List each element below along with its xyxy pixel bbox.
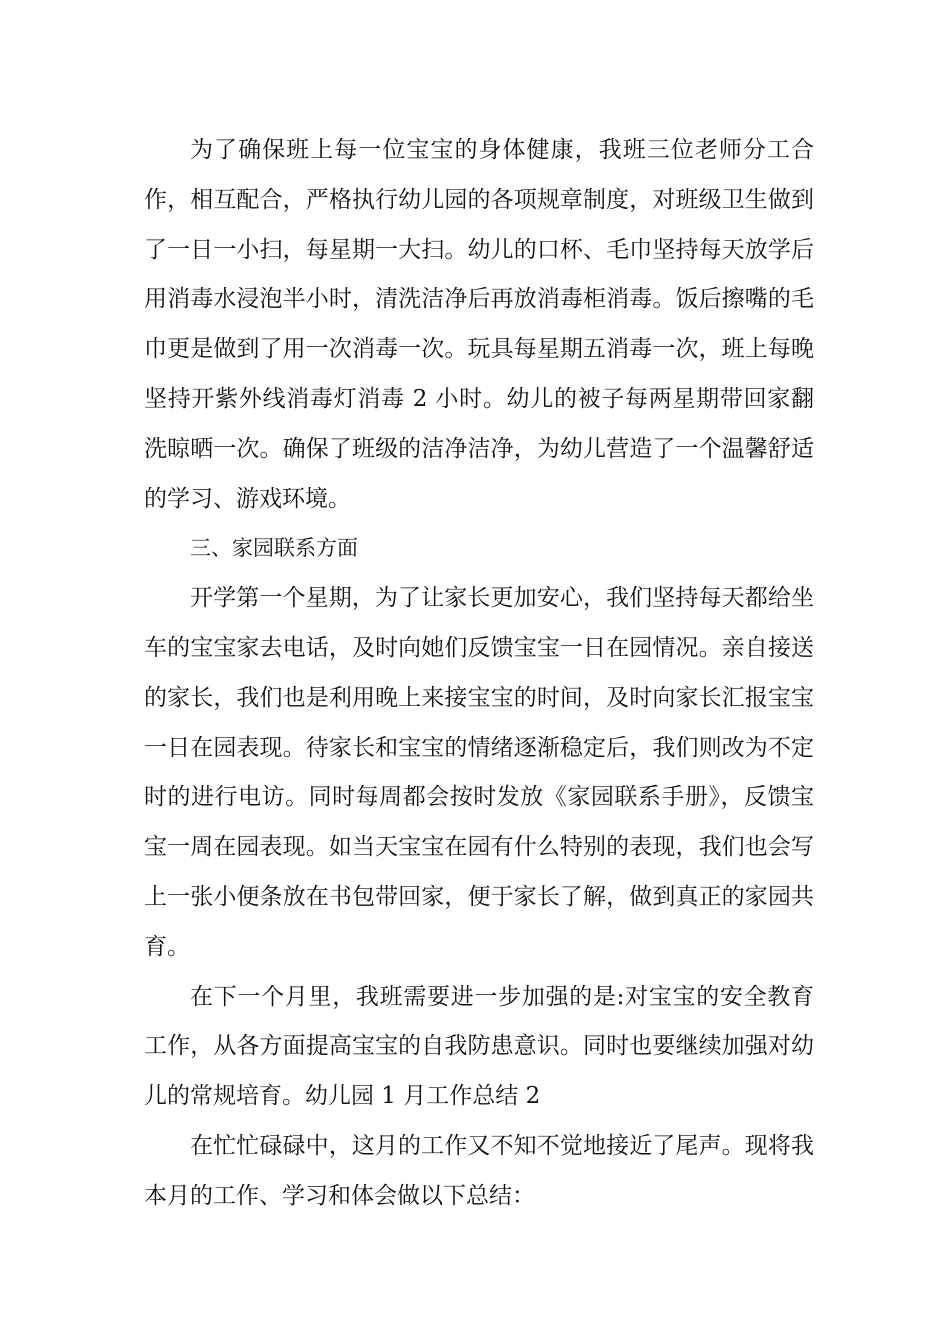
paragraph-home-school-contact: 开学第一个星期，为了让家长更加安心，我们坚持每天都给坐车的宝宝家去电话，及时向她们反馈宝宝一日在园情况。亲自接送的家长，我们也是利用晚上来接宝宝的时间，及时向家长汇报宝宝一日在园表现。待家长和宝宝的情绪逐渐稳定后，我们则改为不定时的进行电访。同时每周都会按时发放《家园联系手册》，反馈宝宝一周在园表现。如当天宝宝在园有什么特别的表现，我们也会写上一张小便条放在书包带回家，便于家长了解，做到真正的家园共育。 xyxy=(144,585,814,960)
paragraph-summary-intro: 在忙忙碌碌中，这月的工作又不知不觉地接近了尾声。现将我本月的工作、学习和体会做以下总结： xyxy=(144,1132,814,1209)
paragraph-hygiene: 为了确保班上每一位宝宝的身体健康，我班三位老师分工合作，相互配合，严格执行幼儿园的各项规章制度，对班级卫生做到了一日一小扫，每星期一大扫。幼儿的口杯、毛巾坚持每天放学后用消毒水浸泡半小时，清洗洁净后再放消毒柜消毒。饭后擦嘴的毛巾更是做到了用一次消毒一次。玩具每星期五消毒一次，班上每晚坚持开紫外线消毒灯消毒 2 小时。幼儿的被子每两星期带回家翻洗晾晒一次。确保了班级的洁净洁净，为幼儿营造了一个温馨舒适的学习、游戏环境。 xyxy=(144,137,814,512)
paragraph-next-month-plan: 在下一个月里，我班需要进一步加强的是:对宝宝的安全教育工作，从各方面提高宝宝的自我防患意识。同时也要继续加强对幼儿的常规培育。幼儿园 1 月工作总结 2 xyxy=(144,983,814,1110)
section-heading-home-school: 三、家园联系方面 xyxy=(190,536,358,561)
document-body xyxy=(144,126,814,1222)
